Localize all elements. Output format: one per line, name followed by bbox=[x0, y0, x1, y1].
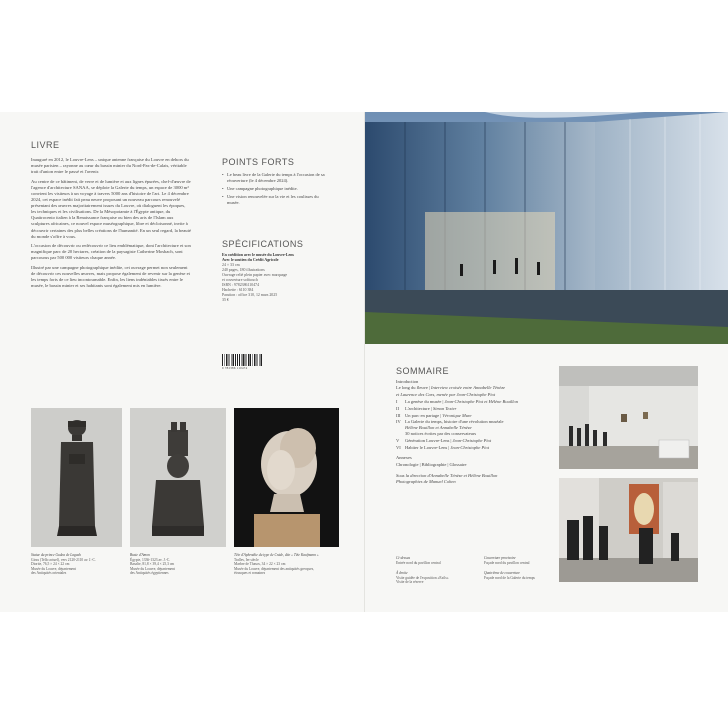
toc-author: et Laurence des Cars, menée par Jean-Christophe Piot bbox=[396, 392, 496, 397]
spec-line: Hachette : 6110 384 bbox=[222, 288, 254, 292]
toc-direction: Sous la direction d'Annabelle Ténèze et Hélène Bouillon bbox=[396, 473, 498, 478]
caption-title: Buste d'Amon bbox=[130, 553, 150, 557]
credit-line: Visite guidée de l'exposition «Exils» bbox=[396, 575, 449, 580]
livre-body bbox=[31, 157, 191, 293]
credit-line: Entrée nord du pavillon central bbox=[396, 560, 441, 565]
livre-heading: LIVRE bbox=[31, 140, 60, 150]
toc-author: Interview croisée entre Annabelle Ténèze bbox=[431, 385, 506, 390]
toc-text: L'architecture | bbox=[405, 406, 433, 411]
photo-reserve-visit bbox=[559, 478, 698, 582]
toc-number: IV bbox=[396, 419, 401, 424]
caption-title: Tête d'Aphrodite du type de Cnide, dite « Tête Kaufmann » bbox=[234, 553, 319, 557]
points-forts-list bbox=[222, 172, 332, 208]
toc-intro-sub bbox=[396, 391, 551, 398]
toc-annexes-line: Chronologie | Bibliographie | Glossaire bbox=[396, 462, 467, 467]
points-forts-item: • Une vision renouvelée sur la vie et les coulisses du musée. bbox=[222, 194, 332, 206]
spec-line: 240 pages, 180 illustrations bbox=[222, 268, 265, 272]
isbn-barcode-number: 9 782386 110474 bbox=[222, 366, 248, 370]
credit-line: Façade nord du pavillon central bbox=[484, 560, 530, 565]
caption-line: Basalte, 81,8 × 39,4 × 25,3 cm bbox=[130, 562, 175, 567]
toc-text: Génération Louvre-Lens | bbox=[405, 438, 453, 443]
caption-line: étrusques et romaines bbox=[234, 571, 266, 576]
toc-text: La genèse du musée | bbox=[405, 399, 445, 404]
toc-author: Jean-Christophe Piot et Hélène Bouillon bbox=[444, 399, 518, 404]
toc-number: I bbox=[396, 399, 398, 404]
photo-amon-bust bbox=[130, 408, 226, 547]
spec-line: 24 × 33 cm bbox=[222, 263, 240, 267]
photo-aphrodite-head bbox=[234, 408, 339, 547]
toc-iv-author: Hélène Bouillon et Annabelle Ténèze bbox=[405, 425, 472, 430]
spec-line: ISBN : 9782386110474 bbox=[222, 283, 260, 287]
points-forts-heading: POINTS FORTS bbox=[222, 157, 295, 167]
toc-entry-iii bbox=[396, 412, 551, 419]
sommaire-heading: SOMMAIRE bbox=[396, 366, 450, 376]
sommaire-toc bbox=[396, 378, 551, 485]
credit-a-droite bbox=[396, 571, 481, 585]
credit-line: Façade nord de la Galerie du temps bbox=[484, 575, 535, 580]
toc-author: Jean-Christophe Piot bbox=[450, 445, 490, 450]
specifications-block bbox=[222, 253, 342, 303]
credit-couverture bbox=[484, 556, 559, 565]
toc-photographies: Photographies de Manuel Cohen bbox=[396, 479, 456, 484]
spec-soutien: Avec le soutien du Crédit Agricole bbox=[222, 258, 279, 262]
toc-entry-vi bbox=[396, 444, 551, 451]
toc-number: II bbox=[396, 406, 399, 411]
photo-gallery-visitors bbox=[559, 366, 698, 469]
caption-line: Musée du Louvre, département bbox=[31, 566, 76, 571]
credit-quatrieme bbox=[484, 571, 559, 580]
toc-number: V bbox=[396, 438, 400, 443]
caption-amon bbox=[130, 553, 226, 576]
credit-label: À droite bbox=[396, 571, 408, 575]
credit-label: Quatrième de couverture bbox=[484, 571, 520, 575]
toc-entry-i bbox=[396, 398, 551, 405]
caption-line: Marbre de Thasos, 34 × 22 × 23 cm bbox=[234, 562, 286, 567]
spec-line: et couverture softtouch bbox=[222, 278, 258, 282]
caption-gudea bbox=[31, 553, 123, 576]
specifications-heading: SPÉCIFICATIONS bbox=[222, 239, 304, 249]
toc-author: Jean-Christophe Piot bbox=[452, 438, 492, 443]
caption-line: Tralles, Ier siècle bbox=[234, 557, 259, 562]
caption-line: Musée du Louvre, département bbox=[130, 566, 175, 571]
livre-paragraph-3: L'occasion de découvrir ou redécouvrir ce lieu emblématique, dont l'architecture et son magnifique parc de 20 hectares, création de la paysagiste Catherine Mosbach, sont parcourus par 500 000 visiteurs chaque année. bbox=[31, 243, 191, 261]
isbn-barcode bbox=[222, 354, 262, 366]
credit-label: Couverture provisoire bbox=[484, 556, 516, 560]
toc-text: Un parc en partage | bbox=[405, 413, 443, 418]
caption-line: des Antiquités égyptiennes bbox=[130, 571, 169, 576]
caption-line: Égypte, 1336-1323 av. J.-C. bbox=[130, 557, 171, 562]
credit-ci-dessus bbox=[396, 556, 476, 565]
points-forts-item: • Le beau livre de la Galerie du temps à l'occasion de sa réouverture (le 4 décembre 2024). bbox=[222, 172, 332, 184]
toc-number: VI bbox=[396, 445, 401, 450]
toc-entry-v bbox=[396, 437, 551, 444]
caption-title: Statue du prince Gudea de Lagash bbox=[31, 553, 81, 557]
toc-annexes: Annexes bbox=[396, 455, 412, 460]
toc-introduction: Introduction bbox=[396, 379, 419, 384]
caption-aphrodite bbox=[234, 553, 339, 576]
toc-author: Véronique Mure bbox=[442, 413, 472, 418]
caption-line: des Antiquités orientales bbox=[31, 571, 67, 576]
spec-line: 35 € bbox=[222, 298, 229, 302]
caption-line: Girsu (Tello actuel), vers 2120-2110 av. J.-C. bbox=[31, 557, 96, 562]
toc-text: Habiter le Louvre-Lens | bbox=[405, 445, 451, 450]
caption-line: Diorite, 76,5 × 24 × 22 cm bbox=[31, 562, 70, 567]
livre-paragraph-2: Au centre de ce bâtiment, de verre et de lumière et aux lignes épurées, chef-d'œuvre de l'agence d'architecture SANAA, se déploie la Galerie du temps, un espace de 3000 m² convient les visiteurs à un voyage à travers 5000 ans d'histoire de l'art. Le 4 décembre 2024, cet espace inédit fait peau neuve proposant un nouveau parcours renouvelé présentant des œuvres majoritairement issues du Louvre, où dialoguent les époques, les techniques et les civilisations. De la Mésopotamie à l'Égypte antique, du Quattrocento italien à la Renaissance française ou bien des arts de l'Islam aux sculptures africaines, ce nouvel espace muséographique, libre et décloisonné, invite à découvrir certaines des plus belles créations de l'humanité. En un seul regard, la beauté du monde s'offre à vous. bbox=[31, 178, 191, 239]
toc-number: III bbox=[396, 413, 401, 418]
credit-line: Visite de la réserve bbox=[396, 580, 424, 585]
toc-text: Le long du fleuve | bbox=[396, 385, 432, 390]
spec-line: Parution : office 310, 12 mars 2025 bbox=[222, 293, 278, 297]
livre-paragraph-4: Illustré par une campagne photographique inédite, cet ouvrage permet non seulement de découvrir ces nouvelles œuvres, mais propose également de revenir sur la genèse et les temps forts de ce lieu incontournable. Enfin, les liens indéniables tissés entre le musée, le bassin minier et ses habitants sont également mis en lumière. bbox=[31, 265, 190, 289]
livre-paragraph-1: Inauguré en 2012, le Louvre-Lens – unique antenne française du Louvre en dehors du musée parisien – rayonne au cœur du bassin minier du Nord-Pas-de-Calais, véritable trait d'union entre le passé et l'avenir. bbox=[31, 157, 189, 175]
toc-entry-ii bbox=[396, 405, 551, 412]
caption-line: Musée du Louvre, département des antiquités grecques, bbox=[234, 566, 315, 571]
toc-author: Simon Texier bbox=[432, 406, 457, 411]
photo-gudea-statue bbox=[31, 408, 122, 547]
toc-iv-notices: 30 notices écrites par des conservateurs bbox=[405, 431, 477, 436]
photo-museum-facade bbox=[365, 112, 728, 344]
spec-coedition: En coédition avec le musée du Louvre-Lens bbox=[222, 253, 294, 257]
toc-text: La Galerie du temps, histoire d'une révolution muséale bbox=[405, 419, 504, 424]
points-forts-item: • Une campagne photographique inédite. bbox=[222, 186, 332, 192]
spec-line: Ouvrage relié plein papier avec marquage bbox=[222, 273, 288, 277]
credit-label: Ci-dessus bbox=[396, 556, 410, 560]
